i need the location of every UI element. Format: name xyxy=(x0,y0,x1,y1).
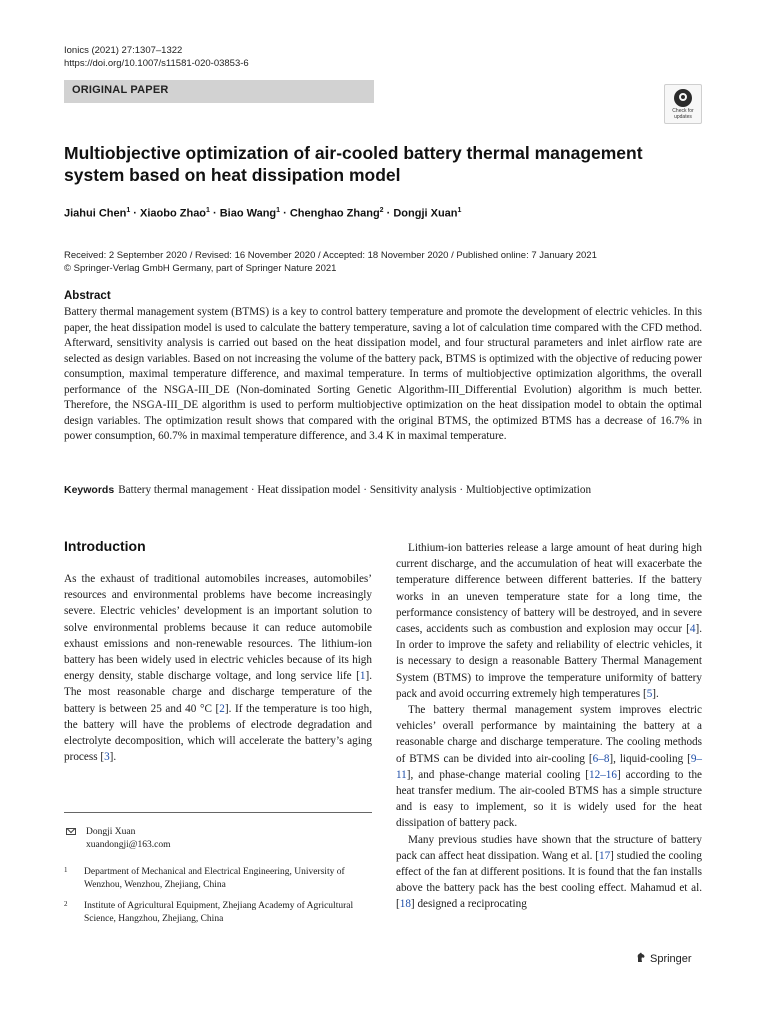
author-name[interactable]: Xiaobo Zhao xyxy=(140,207,207,220)
author-name[interactable]: Jiahui Chen xyxy=(64,207,127,220)
author-name[interactable]: Chenghao Zhang xyxy=(289,207,380,220)
paragraph: As the exhaust of traditional automobiles increases, automobiles’ resources and environmental problems have become increasingly severe. Electric vehicles’ development is an important solution to solve environmental problems because it can reduce automobile exhaust emissions and non-renewable resources. The lithium-ion battery has been widely used in electric vehicles because of its high energy density, stable discharge voltage, and long service life [1]. The most reasonable charge and discharge temperature of the battery is between 25 and 40 °C [2]. If the temperature is too high, the battery will have the problems of electrode degradation and electrolyte decomposition, which will accelerate the battery’s aging process [3]. xyxy=(64,573,372,764)
abstract-heading: Abstract xyxy=(64,290,111,302)
author-affiliation-num: 2 xyxy=(379,207,384,214)
author-affiliation-num: 1 xyxy=(276,207,281,214)
date-history: Received: 2 September 2020 / Revised: 16 November 2020 / Accepted: 18 November 2020 / Published online: 7 January 2021 xyxy=(64,250,597,261)
citation-link[interactable]: 9–11 xyxy=(396,752,703,781)
affiliation-text: Institute of Agricultural Equipment, Zhejiang Academy of Agricultural Science, Hangzhou, Zhejiang, China xyxy=(84,901,354,924)
check-updates-label-1: Check for xyxy=(672,108,694,114)
paragraph: The battery thermal management system improves electric vehicles’ overall performance by maintaining the battery at a reasonable charge and discharge temperature. The cooling methods of BTMS can be divided into air-cooling [6–8], liquid-cooling [9–11], and phase-change material cooling [12–16] according to the heat transfer medium. The air-cooled BTMS has a simple structure and is easy to implement, so it is widely used for the heat dissipation of battery pack. xyxy=(396,704,703,830)
author-name[interactable]: Dongji Xuan xyxy=(393,207,458,220)
citation-link[interactable]: 6–8 xyxy=(592,752,610,765)
paragraph: Many previous studies have shown that the structure of battery pack can affect heat dissipation. Wang et al. [17] studied the cooling effect of the fan at different positions. It is found that the fan installs above the battery pack has the best cooling effect. Mahamud et al. [18] designed a reciprocating xyxy=(396,833,702,911)
journal-citation: Ionics (2021) 27:1307–1322 xyxy=(64,45,183,56)
introduction-heading: Introduction xyxy=(64,538,146,554)
author-affiliation-num: 1 xyxy=(206,207,210,214)
check-updates-label-2: updates xyxy=(674,113,692,120)
citation-link[interactable]: 17 xyxy=(598,849,611,862)
citation-link[interactable]: 2 xyxy=(219,702,225,715)
abstract-text: Battery thermal management system (BTMS) is a key to control battery temperature and promote the development of electric vehicles. In this paper, the heat dissipation model is used to calculate the battery temperature, saving a lot of calculation time compared with the CFD method. Afterward, sensitivity analysis is carried out based on the heat dissipation model, and four structural parameters and inlet airflow rate are selected as design variables. Based on not increasing the volume of the battery pack, BTMS is optimized with the objective of reducing power consumption, maximal temperature difference, and maximal temperature. In terms of multiobjective optimization algorithms, the overall performance of the NSGA-III_DE (Non-dominated Sorting Genetic Algorithm-III_Differential Evolution) algorithm is much better. Therefore, the NSGA-III_DE algorithm is used to perform multiobjective optimization on the heat dissipation model to obtain the optimal design variables. The optimization result shows that compared with the original BTMS, the optimized BTMS has a decrease of 16.7% in power consumption, 60.7% in maximal temperature difference, and 3.4 K in maximal temperature. xyxy=(64,306,702,442)
copyright-line: © Springer-Verlag GmbH Germany, part of Springer Nature 2021 xyxy=(64,263,337,274)
keywords-text: Battery thermal management · Heat dissipation model · Sensitivity analysis · Multiobjective optimization xyxy=(118,484,592,496)
affiliation-number: 2 xyxy=(64,900,68,908)
left-column-text xyxy=(64,571,372,765)
check-updates-icon xyxy=(674,89,692,107)
corresponding-author: Dongji Xuan xyxy=(86,827,136,837)
author-list: Jiahui Chen$^1$ · Xiaobo Zhao$^1$ · Biao Wang$^1$ · Chenghao Zhang$^2$ · Dongji Xuan$^1$ xyxy=(64,207,462,220)
publication-dates xyxy=(64,249,597,275)
footnote-divider xyxy=(64,812,372,813)
paper-type-banner: ORIGINAL PAPER xyxy=(64,80,374,103)
affiliation-item xyxy=(64,900,374,926)
affiliation-item xyxy=(64,866,374,892)
citation-link[interactable]: 1 xyxy=(359,670,366,683)
springer-horse-icon xyxy=(636,952,646,963)
citation-link[interactable]: 3 xyxy=(104,751,110,764)
paper-title: Multiobjective optimization of air-cooled battery thermal management system based on heat dissipation model xyxy=(64,143,643,185)
journal-info xyxy=(64,44,249,70)
affiliation-number: 1 xyxy=(64,866,68,874)
citation-link[interactable]: 18 xyxy=(399,898,411,911)
keywords-line xyxy=(64,484,591,496)
publisher-logo xyxy=(636,952,692,965)
right-column-text xyxy=(396,540,702,913)
publisher-name: Springer xyxy=(650,953,692,965)
citation-link[interactable]: 4 xyxy=(689,623,696,636)
doi-link[interactable]: https://doi.org/10.1007/s11581-020-03853-6 xyxy=(64,58,249,69)
citation-link[interactable]: 5 xyxy=(646,687,653,700)
author-affiliation-num: 1 xyxy=(457,207,462,214)
keywords-label: Keywords xyxy=(64,484,115,496)
author-affiliation-num: 1 xyxy=(126,207,131,214)
check-for-updates-badge[interactable] xyxy=(664,84,702,124)
author-name[interactable]: Biao Wang xyxy=(219,207,277,220)
envelope-icon xyxy=(66,828,76,835)
paragraph: Lithium-ion batteries release a large amount of heat during high current discharge, and the accumulation of heat will exacerbate the temperature difference between different batteries. If the battery works in an uneven temperature state for a long time, the performance consistency of battery will be destroyed, and in severe cases, accidents such as combustion and explosion may occur [4]. In order to improve the safety and reliability of electric vehicles, it is necessary to design a reasonable Battery Thermal Management System (BTMS) to improve the temperature uniformity of battery pack and avoid occurring extremely high temperatures [5]. xyxy=(396,542,702,700)
affiliation-text: Department of Mechanical and Electrical Engineering, University of Wenzhou, Wenzhou, Zhejiang, China xyxy=(84,867,345,890)
corresponding-email[interactable]: xuandongji@163.com xyxy=(86,840,171,850)
citation-link[interactable]: 12–16 xyxy=(589,768,617,781)
